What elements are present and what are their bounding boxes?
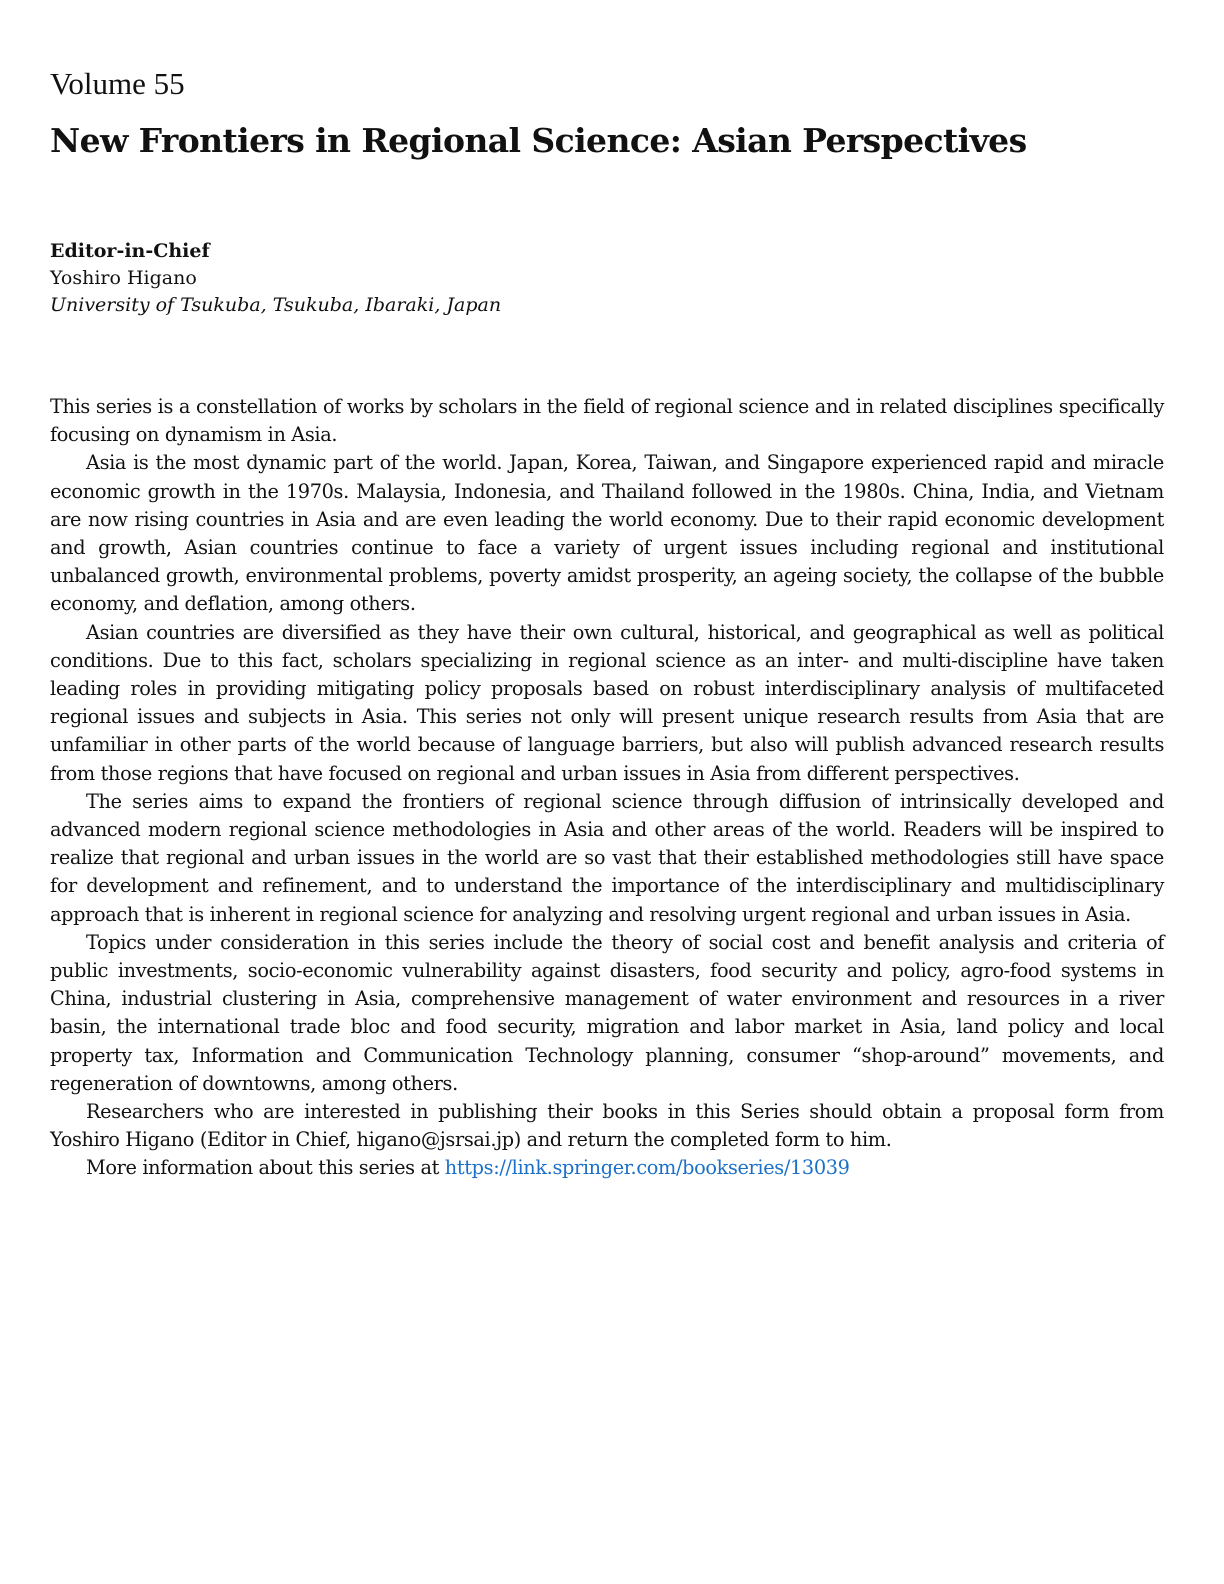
volume-number: Volume 55: [50, 66, 185, 101]
paragraph: Asia is the most dynamic part of the world. Japan, Korea, Taiwan, and Singapore experienced rapid and miracle economic growth in the 1970s. Malaysia, Indonesia, and Thailand followed in the 1980s. China, India, and Vietnam are now rising countries in Asia and are even leading the world economy. Due to their rapid economic development and growth, Asian countries continue to face a variety of urgent issues including regional and institutional unbalanced growth, environmental problems, poverty amidst prosperity, an ageing society, the collapse of the bubble economy, and deflation, among others.: [50, 451, 1164, 616]
paragraph: The series aims to expand the frontiers of regional science through diffusion of intrinsically developed and advanced modern regional science methodologies in Asia and other areas of the world. Readers will be inspired to realize that regional and urban issues in the world are so vast that their established methodologies still have space for development and refinement, and to understand the importance of the interdisciplinary and multidisciplinary approach that is inherent in regional science for analyzing and resolving urgent regional and urban issues in Asia.: [50, 789, 1164, 926]
series-link[interactable]: https://link.springer.com/bookseries/13039: [444, 1156, 850, 1180]
paragraph: Topics under consideration in this series include the theory of social cost and benefit analysis and criteria of public investments, socio-economic vulnerability against disasters, food security and policy, agro-food systems in China, industrial clustering in Asia, comprehensive management of water environment and resources in a river basin, the international trade bloc and food security, migration and labor market in Asia, land policy and local property tax, Information and Communication Technology planning, consumer “shop-around” movements, and regeneration of downtowns, among others.: [50, 930, 1164, 1095]
editor-affiliation: University of Tsukuba, Tsukuba, Ibaraki, Japan: [50, 294, 502, 316]
paragraph: Researchers who are interested in publishing their books in this Series should obtain a proposal form from Yoshiro Higano (Editor in Chief, higano@jsrsai.jp) and return the completed form to him.: [50, 1100, 1164, 1152]
editor-block: [50, 238, 1164, 319]
editor-label: Editor-in-Chief: [50, 240, 210, 262]
paragraph: Asian countries are diversified as they have their own cultural, historical, and geographical as well as political conditions. Due to this fact, scholars specializing in regional science as an inter- and multi-discipline have taken leading roles in providing mitigating policy proposals based on robust interdisciplinary analysis of multifaceted regional issues and subjects in Asia. This series not only will present unique research results from Asia that are unfamiliar in other parts of the world because of language barriers, but also will publish advanced research results from those regions that have focused on regional and urban issues in Asia from different perspectives.: [50, 620, 1164, 785]
page: [50, 64, 1164, 1183]
paragraph: This series is a constellation of works by scholars in the field of regional science and in related disciplines specifically focusing on dynamism in Asia.: [50, 395, 1164, 447]
editor-name: Yoshiro Higano: [50, 267, 197, 289]
series-title: New Frontiers in Regional Science: Asian Perspectives: [50, 121, 1027, 160]
series-description: [50, 393, 1164, 1183]
more-info-text: More information about this series at: [86, 1156, 445, 1180]
more-info-paragraph: [50, 1154, 1164, 1182]
